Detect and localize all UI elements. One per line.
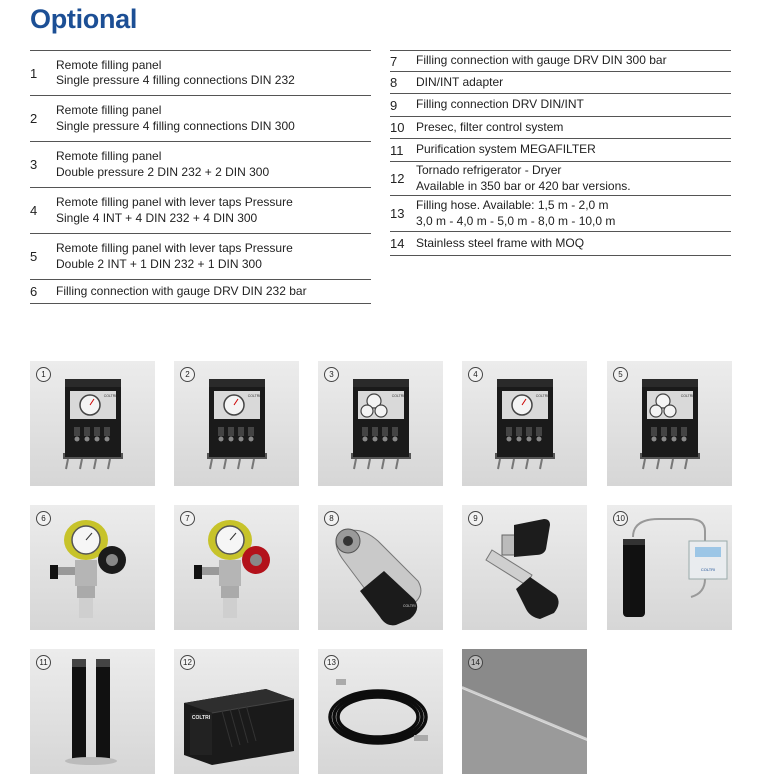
option-number: 4 <box>30 203 38 218</box>
option-row <box>30 280 371 304</box>
option-description <box>416 198 615 229</box>
option-description <box>416 120 563 136</box>
option-description-line: Available in 350 bar or 420 bar versions. <box>416 178 631 193</box>
item-number-badge: 6 <box>36 511 51 526</box>
item-number-badge: 7 <box>180 511 195 526</box>
option-description-line: Double pressure 2 DIN 232 + 2 DIN 300 <box>56 164 270 179</box>
option-number: 3 <box>30 157 38 172</box>
svg-text:COLTRI: COLTRI <box>247 394 261 398</box>
product-image-steel-plate <box>462 649 587 774</box>
product-image-connector <box>462 505 587 630</box>
item-number-badge: 14 <box>468 655 483 670</box>
option-row <box>390 162 731 196</box>
svg-text:COLTRI: COLTRI <box>535 394 549 398</box>
option-row <box>390 196 731 232</box>
option-row <box>390 72 731 94</box>
option-number: 13 <box>390 206 405 221</box>
option-description-line: Remote filling panel with lever taps Pressure <box>56 241 293 255</box>
product-image-adapter <box>318 505 443 630</box>
item-number-badge: 1 <box>36 367 51 382</box>
option-description <box>416 142 596 158</box>
option-number: 2 <box>30 111 38 126</box>
item-number-badge: 2 <box>180 367 195 382</box>
option-description <box>416 75 503 91</box>
option-description <box>416 236 584 252</box>
option-row <box>30 96 371 142</box>
option-description-line: Remote filling panel <box>56 149 162 163</box>
option-description-line: Single pressure 4 filling connections DIN 232 <box>56 73 295 87</box>
item-number-badge: 12 <box>180 655 195 670</box>
product-image-valve-red <box>174 505 299 630</box>
option-row <box>390 139 731 162</box>
option-description-line: Single pressure 4 filling connections DIN 300 <box>56 118 295 133</box>
item-number-badge: 10 <box>613 511 628 526</box>
option-description <box>56 103 295 134</box>
option-description-line: 3,0 m - 4,0 m - 5,0 m - 8,0 m - 10,0 m <box>416 213 616 228</box>
option-description-line: Remote filling panel <box>56 103 162 117</box>
options-list-right <box>390 50 731 256</box>
product-image-megafilter <box>30 649 155 774</box>
item-number-badge: 11 <box>36 655 51 670</box>
option-row <box>30 234 371 280</box>
option-number: 14 <box>390 236 405 251</box>
option-number: 11 <box>390 142 404 158</box>
product-image-panel <box>30 361 155 486</box>
option-description-line: DIN/INT adapter <box>416 74 504 89</box>
option-description <box>416 97 584 113</box>
option-description <box>56 149 269 180</box>
option-description <box>56 195 293 226</box>
product-image-presec <box>607 505 732 630</box>
option-description-line: Presec, filter control system <box>416 119 564 134</box>
product-image-panel <box>462 361 587 486</box>
item-number-badge: 9 <box>468 511 483 526</box>
item-number-badge: 3 <box>324 367 339 382</box>
page-title: Optional <box>30 4 138 34</box>
option-row <box>30 188 371 234</box>
option-description <box>416 53 667 69</box>
option-description-line: Purification system MEGAFILTER <box>416 142 596 157</box>
item-number-badge: 8 <box>324 511 339 526</box>
item-number-badge: 4 <box>468 367 483 382</box>
svg-text:COLTRI: COLTRI <box>403 604 416 608</box>
option-description <box>56 58 295 89</box>
options-list-left <box>30 50 371 304</box>
product-image-panel <box>318 361 443 486</box>
option-number: 8 <box>390 75 398 90</box>
option-number: 5 <box>30 249 38 264</box>
option-description-line: Double 2 INT + 1 DIN 232 + 1 DIN 300 <box>56 256 262 271</box>
option-number: 12 <box>390 171 405 186</box>
option-description-line: Filling hose. Available: 1,5 m - 2,0 m <box>416 198 609 212</box>
svg-text:COLTRI: COLTRI <box>191 715 211 721</box>
svg-text:COLTRI: COLTRI <box>103 394 117 398</box>
option-description <box>56 241 293 272</box>
option-number: 6 <box>30 284 38 299</box>
option-description-line: Remote filling panel with lever taps Pressure <box>56 195 293 209</box>
option-row <box>30 142 371 188</box>
option-number: 7 <box>390 53 398 69</box>
option-row <box>390 94 731 117</box>
option-description-line: Stainless steel frame with MOQ <box>416 235 585 250</box>
option-row <box>30 50 371 96</box>
option-number: 1 <box>30 65 38 81</box>
option-description-line: Filling connection with gauge DRV DIN 232 bar <box>56 283 307 298</box>
product-image-dryer <box>174 649 299 774</box>
product-image-panel <box>607 361 732 486</box>
option-description-line: Filling connection with gauge DRV DIN 300 bar <box>416 53 667 68</box>
svg-text:COLTRI: COLTRI <box>680 394 694 398</box>
option-description-line: Filling connection DRV DIN/INT <box>416 97 584 112</box>
option-description-line: Remote filling panel <box>56 57 162 72</box>
item-number-badge: 5 <box>613 367 628 382</box>
option-description-line: Tornado refrigerator - Dryer <box>416 163 562 177</box>
option-row <box>390 117 731 139</box>
option-description-line: Single 4 INT + 4 DIN 232 + 4 DIN 300 <box>56 210 258 225</box>
svg-text:COLTRI: COLTRI <box>700 567 716 572</box>
option-row <box>390 50 731 72</box>
item-number-badge: 13 <box>324 655 339 670</box>
option-description <box>416 163 631 194</box>
svg-text:COLTRI: COLTRI <box>391 394 405 398</box>
product-image-valve-black <box>30 505 155 630</box>
option-number: 9 <box>390 97 398 113</box>
option-number: 10 <box>390 120 405 135</box>
option-description <box>56 284 307 300</box>
option-row <box>390 232 731 256</box>
product-image-hose <box>318 649 443 774</box>
product-image-panel <box>174 361 299 486</box>
